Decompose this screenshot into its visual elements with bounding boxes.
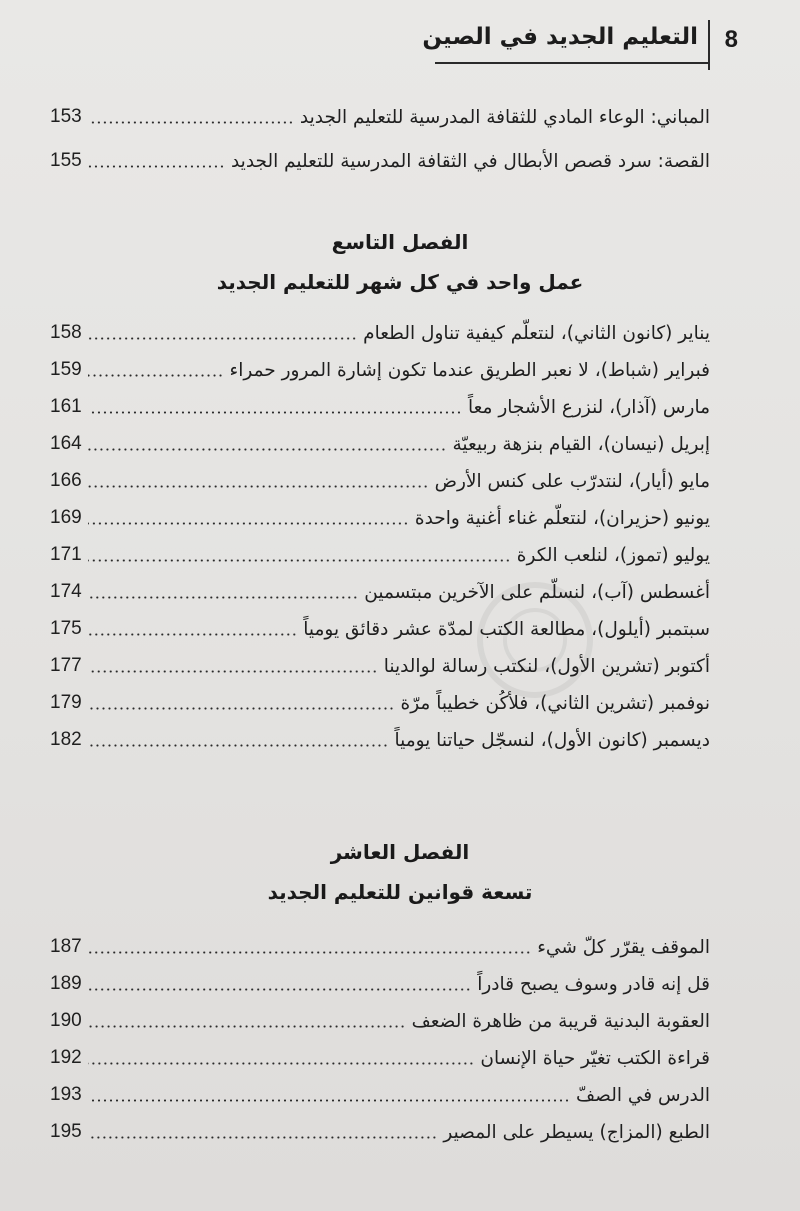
- toc-entry[interactable]: [50, 316, 710, 350]
- toc-entry-page: 179: [50, 692, 82, 713]
- toc-entry-page: 159: [50, 359, 82, 380]
- toc-leader-dots: [88, 1099, 570, 1102]
- toc-entry[interactable]: [50, 353, 710, 387]
- toc-entry-title: مارس (آذار)، لنزرع الأشجار معاً: [467, 396, 710, 418]
- toc-entry[interactable]: [50, 686, 710, 720]
- toc-entry-title: فبراير (شباط)، لا نعبر الطريق عندما تكون إشارة المرور حمراء: [229, 359, 710, 381]
- toc-entry-page: 193: [50, 1084, 82, 1105]
- toc-leader-dots: [88, 670, 378, 673]
- toc-entry-title: سبتمبر (أيلول)، مطالعة الكتب لمدّة عشر دقائق يومياً: [303, 618, 710, 640]
- toc-entry-title: العقوبة البدنية قريبة من ظاهرة الضعف: [411, 1010, 710, 1032]
- toc-entry-title: الدرس في الصفّ: [576, 1084, 710, 1106]
- chapter10-title: تسعة قوانين للتعليم الجديد: [267, 880, 533, 904]
- toc-leader-dots: [88, 374, 224, 377]
- toc-entry[interactable]: [50, 390, 710, 424]
- toc-entry-title: نوفمبر (تشرين الثاني)، فلأكُن خطيباً مرّة: [400, 692, 710, 714]
- toc-leader-dots: [88, 744, 388, 747]
- toc-entry[interactable]: [50, 1078, 710, 1112]
- toc-entry[interactable]: [50, 967, 710, 1001]
- toc-entry-title: المباني: الوعاء المادي للثقافة المدرسية للتعليم الجديد: [299, 106, 710, 128]
- toc-leader-dots: [88, 951, 531, 954]
- toc-entry[interactable]: [50, 144, 710, 178]
- toc-leader-dots: [88, 337, 357, 340]
- running-header: [400, 16, 748, 64]
- toc-entry[interactable]: [50, 464, 710, 498]
- toc-leader-dots: [88, 485, 429, 488]
- toc-entry-title: يوليو (تموز)، لنلعب الكرة: [516, 544, 710, 566]
- toc-entry[interactable]: [50, 612, 710, 646]
- toc-leader-dots: [88, 448, 446, 451]
- toc-entry[interactable]: [50, 1041, 710, 1075]
- toc-entry-page: 182: [50, 729, 82, 750]
- toc-entry[interactable]: [50, 427, 710, 461]
- toc-leader-dots: [88, 1136, 437, 1139]
- chapter9-title: عمل واحد في كل شهر للتعليم الجديد: [216, 270, 584, 294]
- toc-entry-page: 161: [50, 396, 82, 417]
- toc-entry[interactable]: [50, 501, 710, 535]
- toc-entry-title: إبريل (نيسان)، القيام بنزهة ربيعيّة: [452, 433, 710, 455]
- toc-entry[interactable]: [50, 649, 710, 683]
- toc-leader-dots: [88, 559, 511, 562]
- toc-entry[interactable]: [50, 575, 710, 609]
- toc-entry-page: 190: [50, 1010, 82, 1031]
- header-rule: [435, 62, 710, 64]
- toc-entry-page: 153: [50, 106, 82, 127]
- toc-entry[interactable]: [50, 1004, 710, 1038]
- toc-entry-page: 192: [50, 1047, 82, 1068]
- toc-entry-title: قل إنه قادر وسوف يصبح قادراً: [477, 973, 710, 995]
- toc-entry-title: مايو (أيار)، لنتدرّب على كنس الأرض: [434, 470, 710, 492]
- toc-entry-page: 174: [50, 581, 82, 602]
- toc-entry[interactable]: [50, 538, 710, 572]
- toc-entry-title: يونيو (حزيران)، لنتعلّم غناء أغنية واحدة: [414, 507, 710, 529]
- toc-entry-page: 189: [50, 973, 82, 994]
- toc-entry-page: 164: [50, 433, 82, 454]
- toc-entry-title: ديسمبر (كانون الأول)، لنسجّل حياتنا يومياً: [394, 729, 710, 751]
- toc-leader-dots: [88, 633, 297, 636]
- toc-entry-title: الموقف يقرّر كلّ شيء: [537, 936, 710, 958]
- toc-leader-dots: [88, 988, 471, 991]
- toc-leader-dots: [88, 707, 395, 710]
- toc-entry-page: 171: [50, 544, 82, 565]
- book-title: التعليم الجديد في الصين: [422, 24, 698, 50]
- toc-leader-dots: [88, 1062, 474, 1065]
- toc-leader-dots: [88, 411, 462, 414]
- chapter10-label: الفصل العاشر: [330, 840, 470, 864]
- toc-entry-page: 177: [50, 655, 82, 676]
- toc-entry-page: 169: [50, 507, 82, 528]
- chapter9-label: الفصل التاسع: [331, 230, 469, 254]
- toc-entry[interactable]: [50, 1115, 710, 1149]
- toc-entry-page: 166: [50, 470, 82, 491]
- toc-entry-title: أكتوبر (تشرين الأول)، لنكتب رسالة لوالدينا: [383, 655, 710, 677]
- toc-entry-title: يناير (كانون الثاني)، لنتعلّم كيفية تناول الطعام: [363, 322, 710, 344]
- toc-entry-page: 175: [50, 618, 82, 639]
- toc-entry[interactable]: [50, 930, 710, 964]
- toc-entry-title: القصة: سرد قصص الأبطال في الثقافة المدرسية للتعليم الجديد: [230, 150, 710, 172]
- toc-entry-page: 155: [50, 150, 82, 171]
- toc-entry[interactable]: [50, 100, 710, 134]
- toc-entry-title: الطبع (المزاج) يسيطر على المصير: [443, 1121, 710, 1143]
- toc-entry-page: 187: [50, 936, 82, 957]
- toc-leader-dots: [88, 522, 409, 525]
- toc-entry-page: 195: [50, 1121, 82, 1142]
- toc-entry-title: أغسطس (آب)، لنسلّم على الآخرين مبتسمين: [364, 581, 710, 603]
- chapter9-heading: [0, 228, 800, 296]
- toc-leader-dots: [88, 1025, 406, 1028]
- toc-leader-dots: [88, 596, 358, 599]
- toc-leader-dots: [88, 165, 225, 168]
- toc-entry-title: قراءة الكتب تغيّر حياة الإنسان: [480, 1047, 710, 1069]
- toc-entry-page: 158: [50, 322, 82, 343]
- toc-entry[interactable]: [50, 723, 710, 757]
- toc-leader-dots: [88, 121, 294, 124]
- chapter10-heading: [0, 838, 800, 906]
- page-number: 8: [724, 26, 738, 53]
